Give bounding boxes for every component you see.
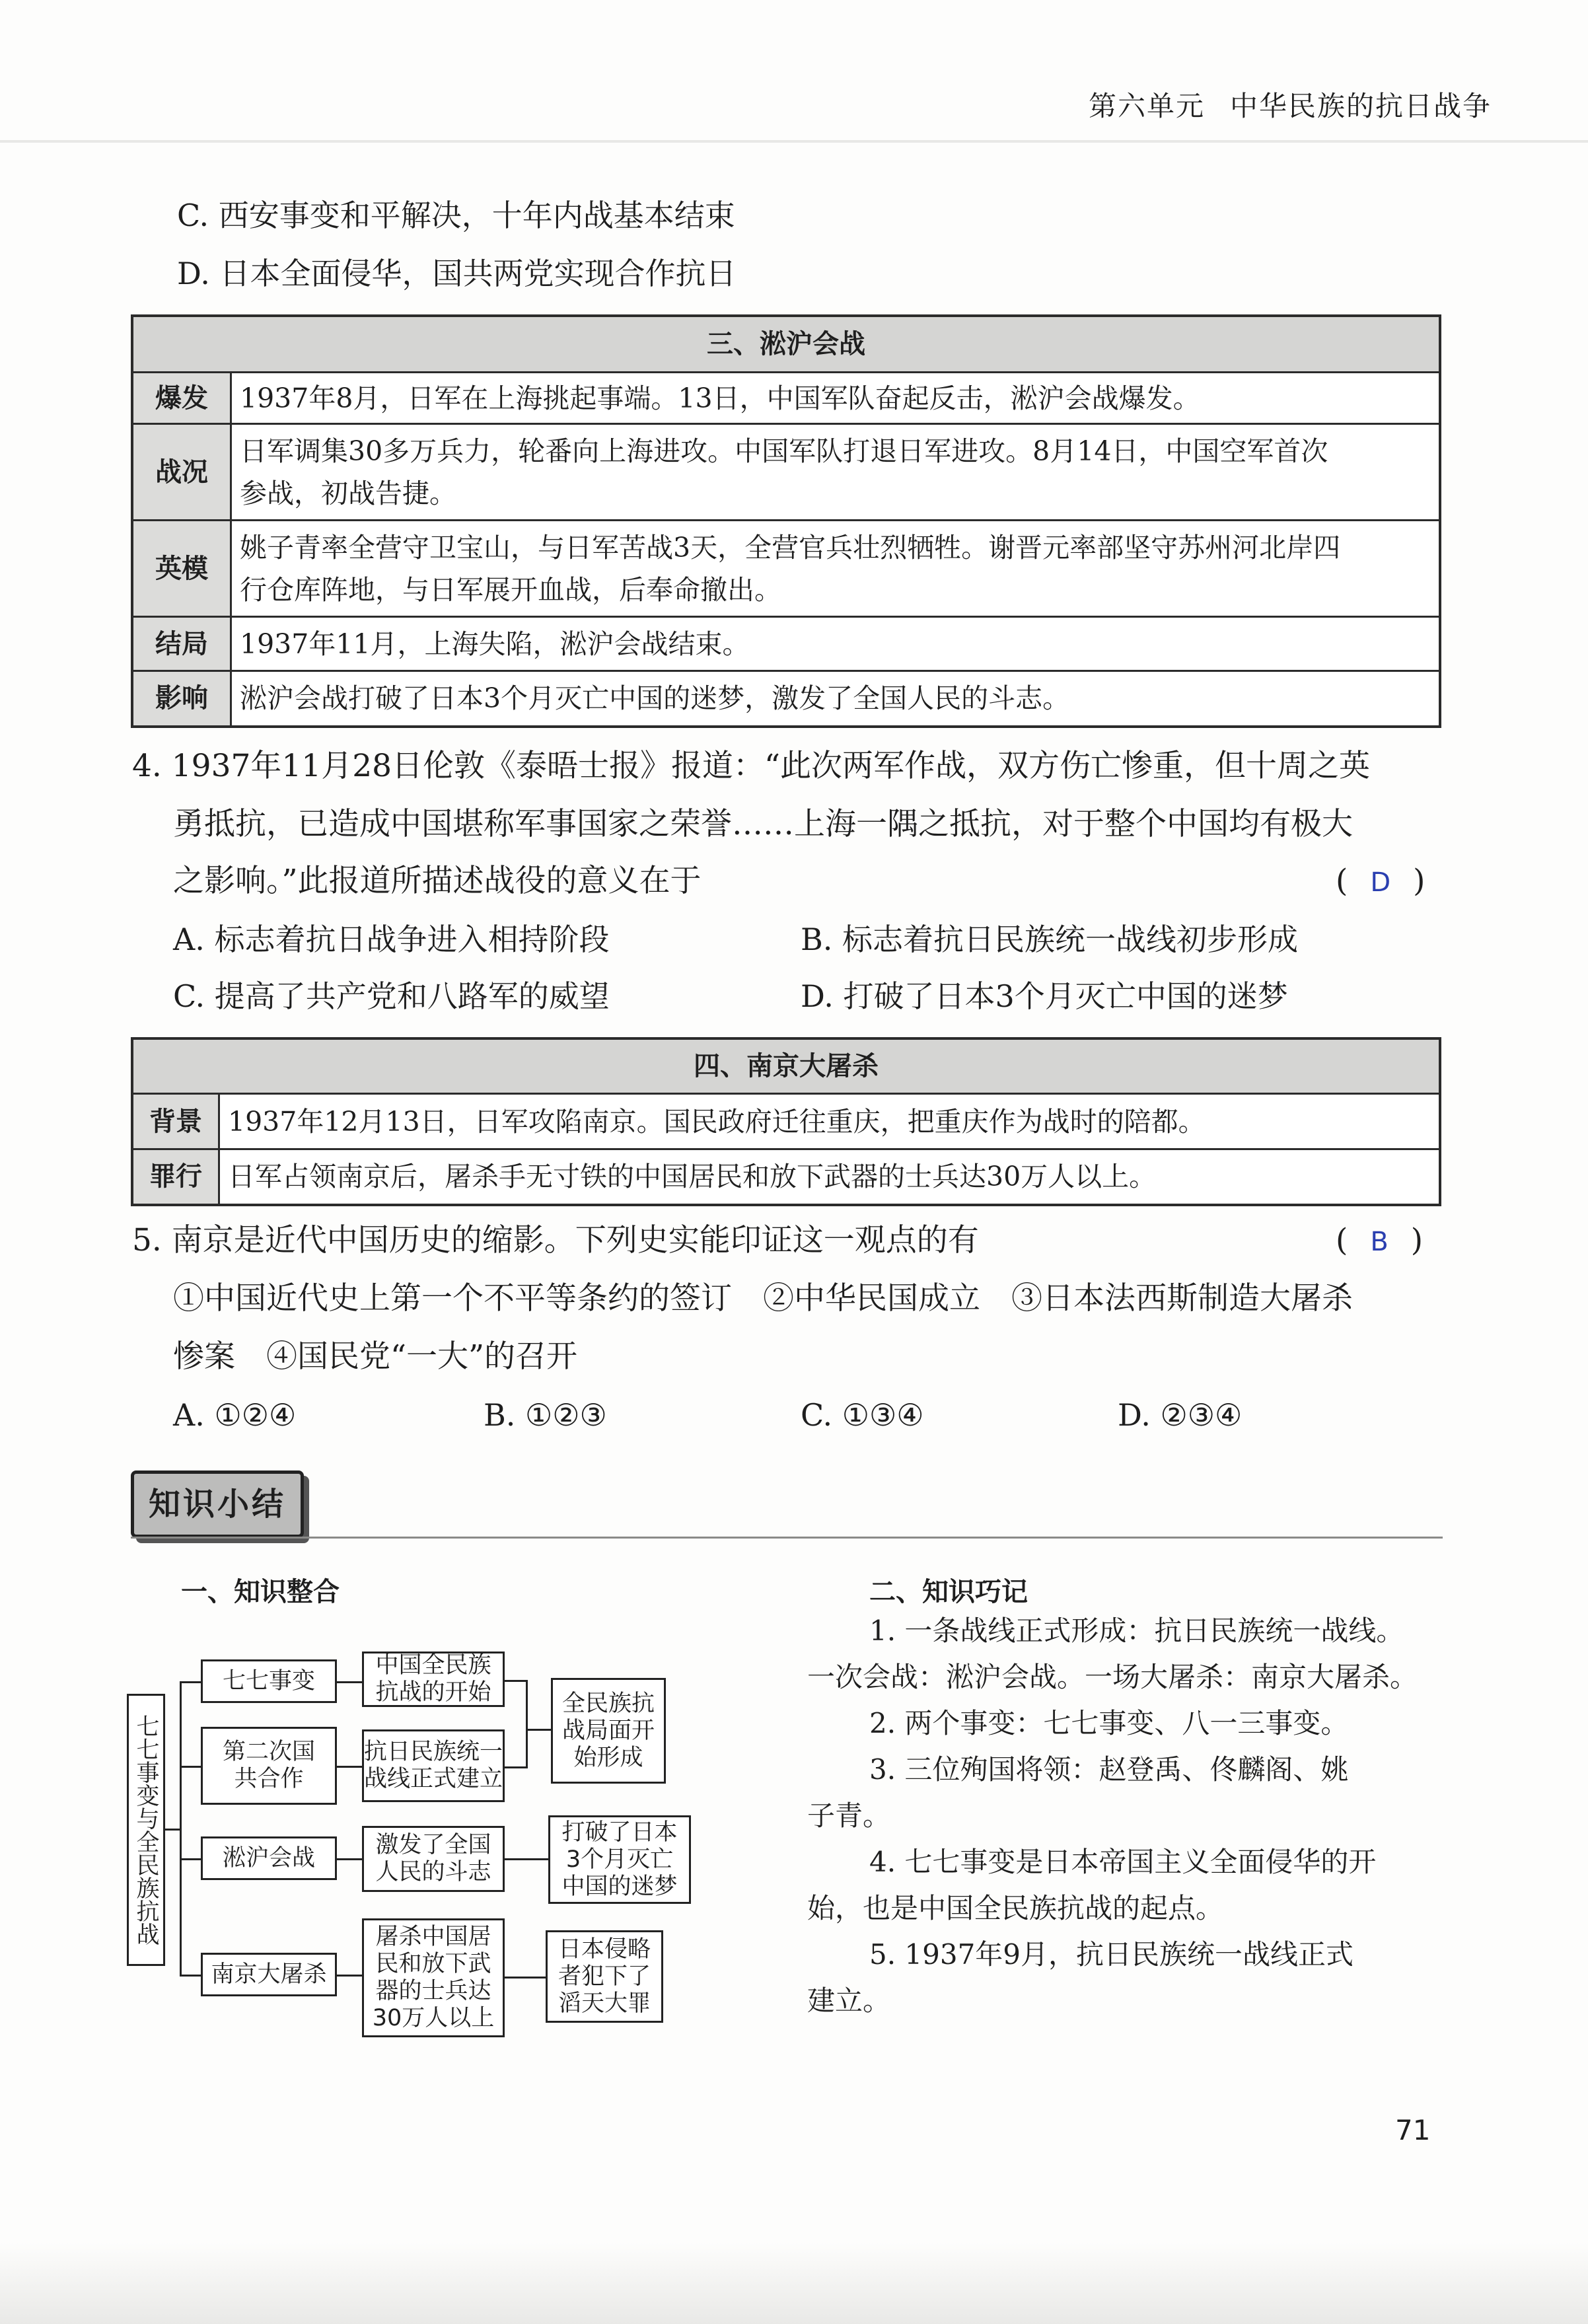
q4-option-c: C. 提高了共产党和八路军的威望 xyxy=(173,978,610,1014)
q4-line-1: 4. 1937年11月28日伦敦《泰晤士报》报道：“此次两军作战，双方伤亡惨重，但十周之英 xyxy=(132,748,1371,784)
table-nanjing xyxy=(131,1037,1441,1206)
songhu-text-heroes: 姚子青率全营守卫宝山，与日军苦战3天，全营官兵壮烈牺牲。谢晋元率部坚守苏州河北岸四 行仓库阵地，与日军展开血战，后奉命撤出。 xyxy=(231,521,1441,617)
q4-answer-bracket: ( D ) xyxy=(1336,863,1426,899)
q4-line-2: 勇抵抗，已造成中国堪称军事国家之荣誉……上海一隅之抵抗，对于整个中国均有极大 xyxy=(173,806,1353,842)
mindmap-connector xyxy=(337,1681,362,1683)
mindmap-connector xyxy=(505,1680,527,1682)
memory-line: 子青。 xyxy=(807,1799,891,1832)
songhu-text-outbreak: 1937年8月，日军在上海挑起事端。13日，中国军队奋起反击，淞沪会战爆发。 xyxy=(231,373,1441,424)
running-header xyxy=(1089,85,1492,124)
q5-line-2: ①中国近代史上第一个不平等条约的签订 ②中华民国成立 ③日本法西斯制造大屠杀 xyxy=(173,1280,1353,1317)
q5-answer: B xyxy=(1370,1227,1389,1257)
q5-line-3: 惨案 ④国民党“一大”的召开 xyxy=(173,1338,578,1375)
q3-option-c: C. 西安事变和平解决，十年内战基本结束 xyxy=(177,198,735,233)
mindmap-connector xyxy=(505,1766,527,1768)
table-songhu xyxy=(131,314,1441,728)
mindmap-connector xyxy=(180,1766,202,1768)
mindmap-connector xyxy=(180,1681,182,1977)
memory-line: 5. 1937年9月，抗日民族统一战线正式 xyxy=(869,1938,1354,1971)
q5-line-1: 5. 南京是近代中国历史的缩影。下列史实能印证这一观点的有 xyxy=(132,1222,979,1258)
mindmap-connector xyxy=(526,1729,551,1731)
summary-banner: 知识小结 xyxy=(131,1471,304,1538)
mindmap-root: 七七事变与全民族抗战 xyxy=(127,1694,165,1966)
table-nanjing-title: 四、南京大屠杀 xyxy=(132,1038,1440,1094)
mindmap-result: 全民族抗 战局面开 始形成 xyxy=(551,1678,666,1784)
mindmap-detail: 中国全民族 抗战的开始 xyxy=(362,1652,505,1707)
header-title: 中华民族的抗日战争 xyxy=(1230,90,1492,122)
songhu-label-result: 结局 xyxy=(132,617,231,671)
q5-option-a: A. ①②④ xyxy=(173,1397,297,1433)
memory-line: 1. 一条战线正式形成：抗日民族统一战线。 xyxy=(869,1615,1404,1647)
footer-band xyxy=(0,2243,1588,2324)
nanjing-text-background: 1937年12月13日，日军攻陷南京。国民政府迁往重庆，把重庆作为战时的陪都。 xyxy=(219,1094,1441,1149)
songhu-label-impact: 影响 xyxy=(132,671,231,727)
mindmap-connector xyxy=(165,1829,181,1831)
mindmap-connector xyxy=(180,1975,202,1977)
header-unit: 第六单元 xyxy=(1089,90,1206,122)
memory-line: 建立。 xyxy=(807,1984,891,2017)
q4-option-b: B. 标志着抗日民族统一战线初步形成 xyxy=(801,922,1299,957)
mindmap-event: 南京大屠杀 xyxy=(201,1953,337,1996)
memory-line: 4. 七七事变是日本帝国主义全面侵华的开 xyxy=(869,1846,1377,1878)
mindmap-connector xyxy=(505,1977,546,1979)
table-songhu-title: 三、淞沪会战 xyxy=(132,316,1440,373)
songhu-text-battle: 日军调集30多万兵力，轮番向上海进攻。中国军队打退日军进攻。8月14日，中国空军首次 参战，初战告捷。 xyxy=(231,424,1441,521)
integration-title: 一、知识整合 xyxy=(181,1577,340,1607)
memory-line: 2. 两个事变：七七事变、八一三事变。 xyxy=(869,1707,1349,1739)
q5-option-b: B. ①②③ xyxy=(484,1397,607,1433)
nanjing-label-crimes: 罪行 xyxy=(132,1149,219,1205)
q4-option-a: A. 标志着抗日战争进入相持阶段 xyxy=(173,922,610,957)
memory-line: 一次会战：淞沪会战。一场大屠杀：南京大屠杀。 xyxy=(807,1661,1418,1693)
memory-line: 始，也是中国全民族抗战的起点。 xyxy=(807,1892,1224,1924)
nanjing-label-background: 背景 xyxy=(132,1094,219,1149)
q5-option-c: C. ①③④ xyxy=(801,1397,924,1433)
songhu-label-battle: 战况 xyxy=(132,424,231,521)
summary-rule xyxy=(131,1537,1443,1539)
q3-option-d: D. 日本全面侵华，国共两党实现合作抗日 xyxy=(177,256,737,291)
mindmap-detail: 激发了全国 人民的斗志 xyxy=(362,1826,505,1892)
mindmap-detail: 抗日民族统一 战线正式建立 xyxy=(362,1729,505,1802)
memory-line: 3. 三位殉国将领：赵登禹、佟麟阁、姚 xyxy=(869,1753,1349,1786)
mindmap-connector xyxy=(505,1858,548,1860)
mindmap-connector xyxy=(180,1858,202,1860)
memory-list xyxy=(807,1608,1418,2024)
mindmap-detail: 屠杀中国居 民和放下武 器的士兵达 30万人以上 xyxy=(362,1918,505,2037)
songhu-label-outbreak: 爆发 xyxy=(132,373,231,424)
q5-answer-bracket: ( B ) xyxy=(1336,1222,1424,1258)
mindmap-event: 淞沪会战 xyxy=(201,1836,337,1880)
mindmap-connector xyxy=(337,1975,362,1977)
songhu-text-impact: 淞沪会战打破了日本3个月灭亡中国的迷梦，激发了全国人民的斗志。 xyxy=(231,671,1441,727)
mindmap-result: 打破了日本 3个月灭亡 中国的迷梦 xyxy=(548,1815,691,1904)
mindmap-connector xyxy=(337,1766,362,1768)
mindmap-connector xyxy=(337,1858,362,1860)
nanjing-text-crimes: 日军占领南京后，屠杀手无寸铁的中国居民和放下武器的士兵达30万人以上。 xyxy=(219,1149,1441,1205)
mindmap-connector xyxy=(526,1680,528,1768)
mindmap-result: 日本侵略 者犯下了 滔天大罪 xyxy=(546,1930,663,2023)
mindmap-connector xyxy=(180,1681,202,1683)
page-number: 71 xyxy=(1395,2114,1431,2146)
q4-line-3: 之影响。”此报道所描述战役的意义在于 xyxy=(173,863,702,899)
q4-answer: D xyxy=(1370,867,1391,898)
mindmap-event: 第二次国 共合作 xyxy=(201,1727,337,1805)
songhu-text-result: 1937年11月，上海失陷，淞沪会战结束。 xyxy=(231,617,1441,671)
mindmap-event: 七七事变 xyxy=(201,1659,337,1703)
q5-option-d: D. ②③④ xyxy=(1118,1397,1243,1433)
header-rule xyxy=(0,140,1588,143)
songhu-label-heroes: 英模 xyxy=(132,521,231,617)
memory-title: 二、知识巧记 xyxy=(869,1577,1028,1607)
q4-option-d: D. 打破了日本3个月灭亡中国的迷梦 xyxy=(801,978,1288,1014)
